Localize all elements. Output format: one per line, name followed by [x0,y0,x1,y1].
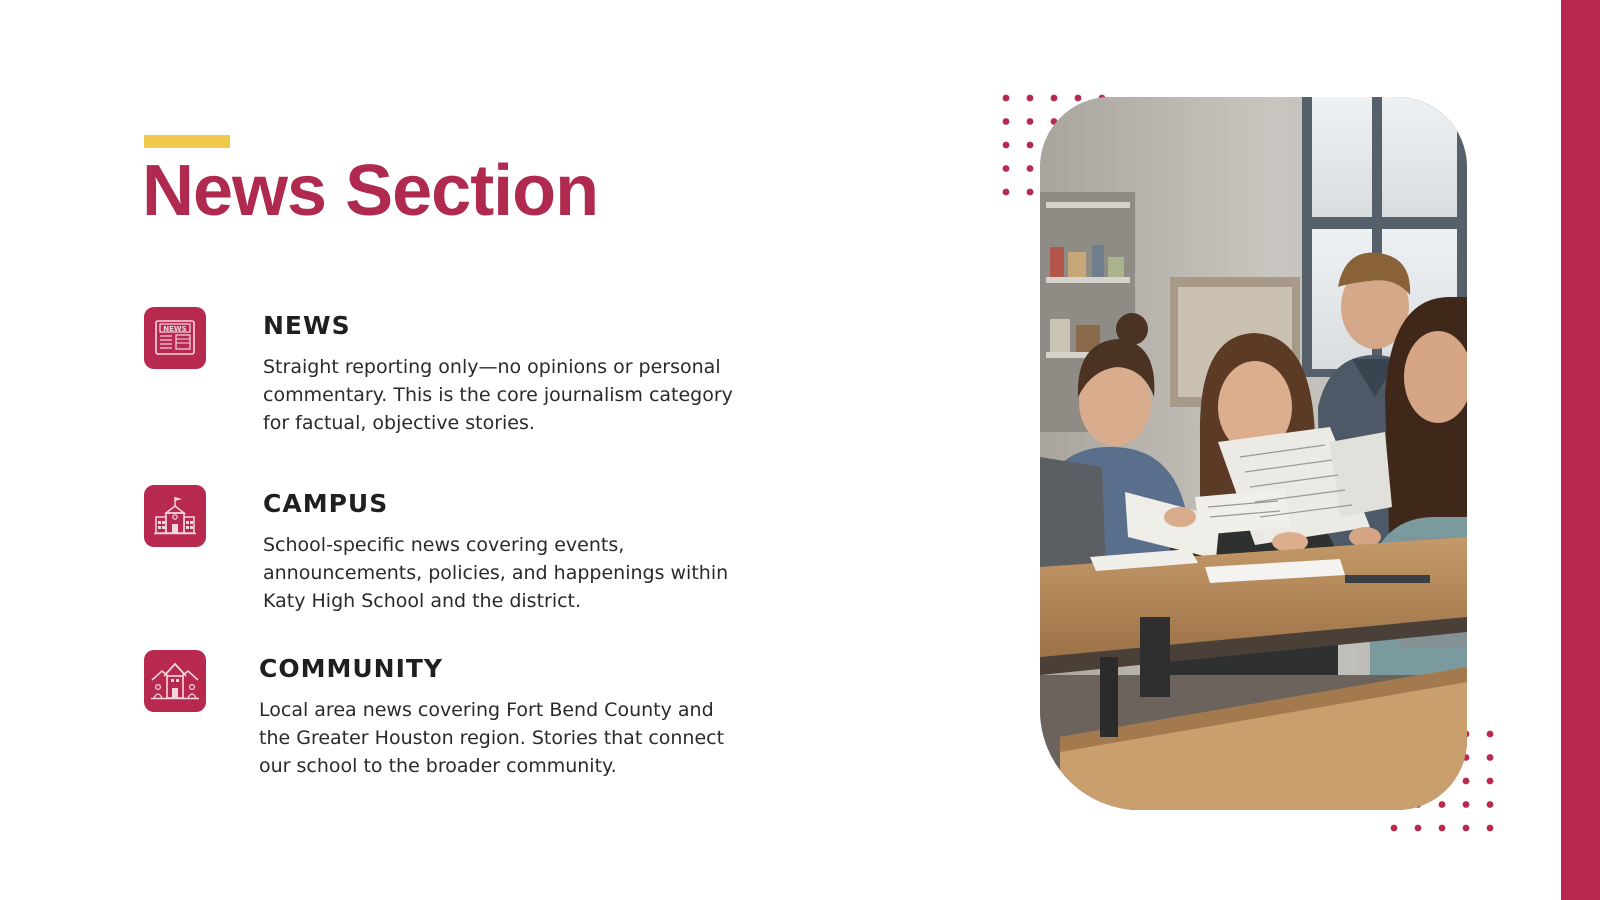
decorative-dot [1027,189,1034,196]
decorative-dot [1075,95,1082,102]
decorative-dot [1051,95,1058,102]
decorative-dot [1487,778,1494,785]
page-title: News Section [142,151,599,231]
decorative-dot [1003,189,1010,196]
category-heading: CAMPUS [263,489,389,518]
title-accent-line [144,135,230,148]
decorative-dot [1027,118,1034,125]
decorative-dot [1487,754,1494,761]
right-accent-bar [1561,0,1600,900]
decorative-dot [1391,825,1398,832]
decorative-dot [1463,778,1470,785]
decorative-dot [1027,142,1034,149]
newspaper-icon [144,307,206,369]
category-heading: NEWS [263,311,351,340]
decorative-dot [1027,165,1034,172]
decorative-dot [1463,825,1470,832]
decorative-dot [1003,95,1010,102]
decorative-dot [1003,165,1010,172]
decorative-dot [1003,142,1010,149]
svg-text:NEWS: NEWS [163,325,187,333]
decorative-dot [1487,731,1494,738]
decorative-dot [1487,825,1494,832]
category-description: School-specific news covering events, announcements, policies, and happenings within Katy High School and the district. [263,534,729,612]
category-heading: COMMUNITY [259,654,444,683]
houses-community-icon [144,650,206,712]
decorative-dot [1463,801,1470,808]
category-description: Local area news covering Fort Bend County and the Greater Houston region. Stories that connect our school to the broader community. [259,699,725,777]
decorative-dot [1027,95,1034,102]
students-reading-newspapers-photo [1040,97,1467,810]
decorative-dot [1415,825,1422,832]
category-description: Straight reporting only—no opinions or personal commentary. This is the core journalism category for factual, objective stories. [263,356,733,434]
decorative-dot [1439,825,1446,832]
decorative-dot [1003,118,1010,125]
decorative-dot [1439,801,1446,808]
school-building-icon [144,485,206,547]
decorative-dot [1487,801,1494,808]
